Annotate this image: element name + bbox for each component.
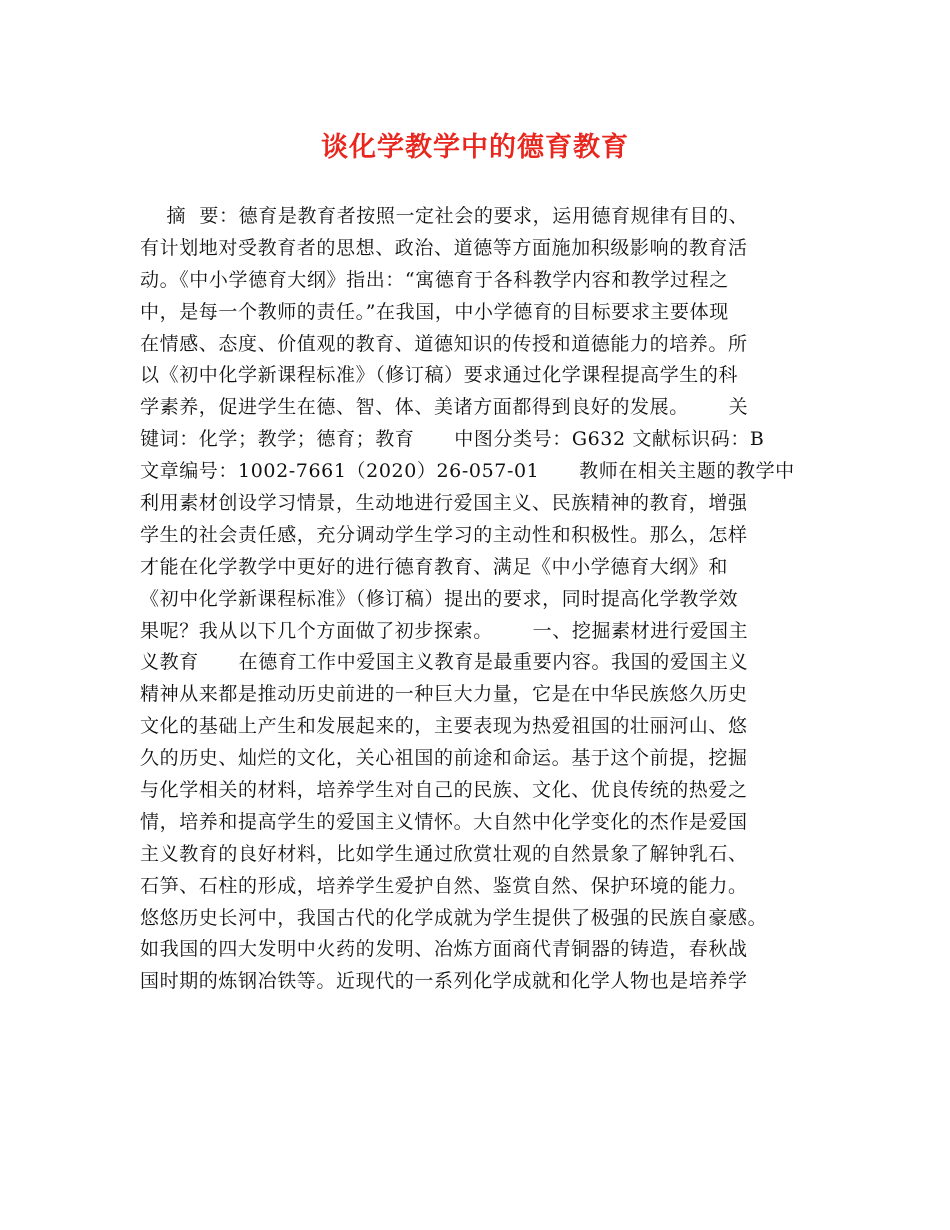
- body-text-line: 以《初中化学新课程标准》（修订稿）要求通过化学课程提高学生的科: [140, 364, 739, 387]
- body-text-line: 悠悠历史长河中，我国古代的化学成就为学生提供了极强的民族自豪感。: [140, 906, 768, 929]
- body-text-line: 学素养，促进学生在德、智、体、美诸方面都得到良好的发展。 关: [140, 396, 749, 419]
- body-text-line: 文化的基础上产生和发展起来的，主要表现为热爱祖国的壮丽河山、悠: [140, 715, 748, 738]
- body-text-line: 中，是每一个教师的责任。”在我国，中小学德育的目标要求主要体现: [140, 300, 729, 323]
- body-text-line: 有计划地对受教育者的思想、政治、道德等方面施加积级影响的教育活: [140, 236, 748, 259]
- body-text-line: 主义教育的良好材料，比如学生通过欣赏壮观的自然景象了解钟乳石、: [140, 842, 748, 865]
- body-text-line: 才能在化学教学中更好的进行德育教育、满足《中小学德育大纲》和: [140, 555, 729, 578]
- body-text-line: 石笋、石柱的形成，培养学生爱护自然、鉴赏自然、保护环境的能力。: [140, 874, 748, 897]
- document-body: [140, 201, 830, 998]
- body-text-line: 键词：化学；教学；德育；教育 中图分类号：G632 文献标识码：B: [140, 428, 765, 451]
- body-text-line: 果呢？我从以下几个方面做了初步探索。 一、挖掘素材进行爱国主: [140, 619, 749, 642]
- body-text-line: 如我国的四大发明中火药的发明、冶炼方面商代青铜器的铸造，春秋战: [140, 938, 748, 961]
- body-text-line: 久的历史、灿烂的文化，关心祖国的前途和命运。基于这个前提，挖掘: [140, 747, 748, 770]
- body-text-line: 摘 要：德育是教育者按照一定社会的要求，运用德育规律有目的、: [140, 205, 749, 227]
- body-text-line: 在情感、态度、价值观的教育、道德知识的传授和道德能力的培养。所: [140, 332, 748, 355]
- body-text-line: 动。《中小学德育大纲》指出：“寓德育于各科教学内容和教学过程之: [140, 268, 729, 291]
- document-title: 谈化学教学中的德育教育: [321, 132, 629, 163]
- body-text-line: 利用素材创设学习情景，生动地进行爱国主义、民族精神的教育，增强: [140, 492, 748, 515]
- body-text-line: 国时期的炼钢冶铁等。近现代的一系列化学成就和化学人物也是培养学: [140, 970, 748, 993]
- body-text-line: 情，培养和提高学生的爱国主义情怀。大自然中化学变化的杰作是爱国: [140, 810, 748, 833]
- body-text-line: 文章编号：1002-7661（2020）26-057-01 教师在相关主题的教学中: [140, 460, 795, 483]
- body-text-line: 《初中化学新课程标准》（修订稿）提出的要求，同时提高化学教学效: [140, 587, 739, 610]
- body-text-line: 义教育 在德育工作中爱国主义教育是最重要内容。我国的爱国主义: [140, 651, 749, 674]
- body-text-line: 与化学相关的材料，培养学生对自己的民族、文化、优良传统的热爱之: [140, 779, 748, 802]
- body-text-line: 学生的社会责任感，充分调动学生学习的主动性和积极性。那么，怎样: [140, 523, 748, 546]
- body-text-line: 精神从来都是推动历史前进的一种巨大力量，它是在中华民族悠久历史: [140, 683, 748, 706]
